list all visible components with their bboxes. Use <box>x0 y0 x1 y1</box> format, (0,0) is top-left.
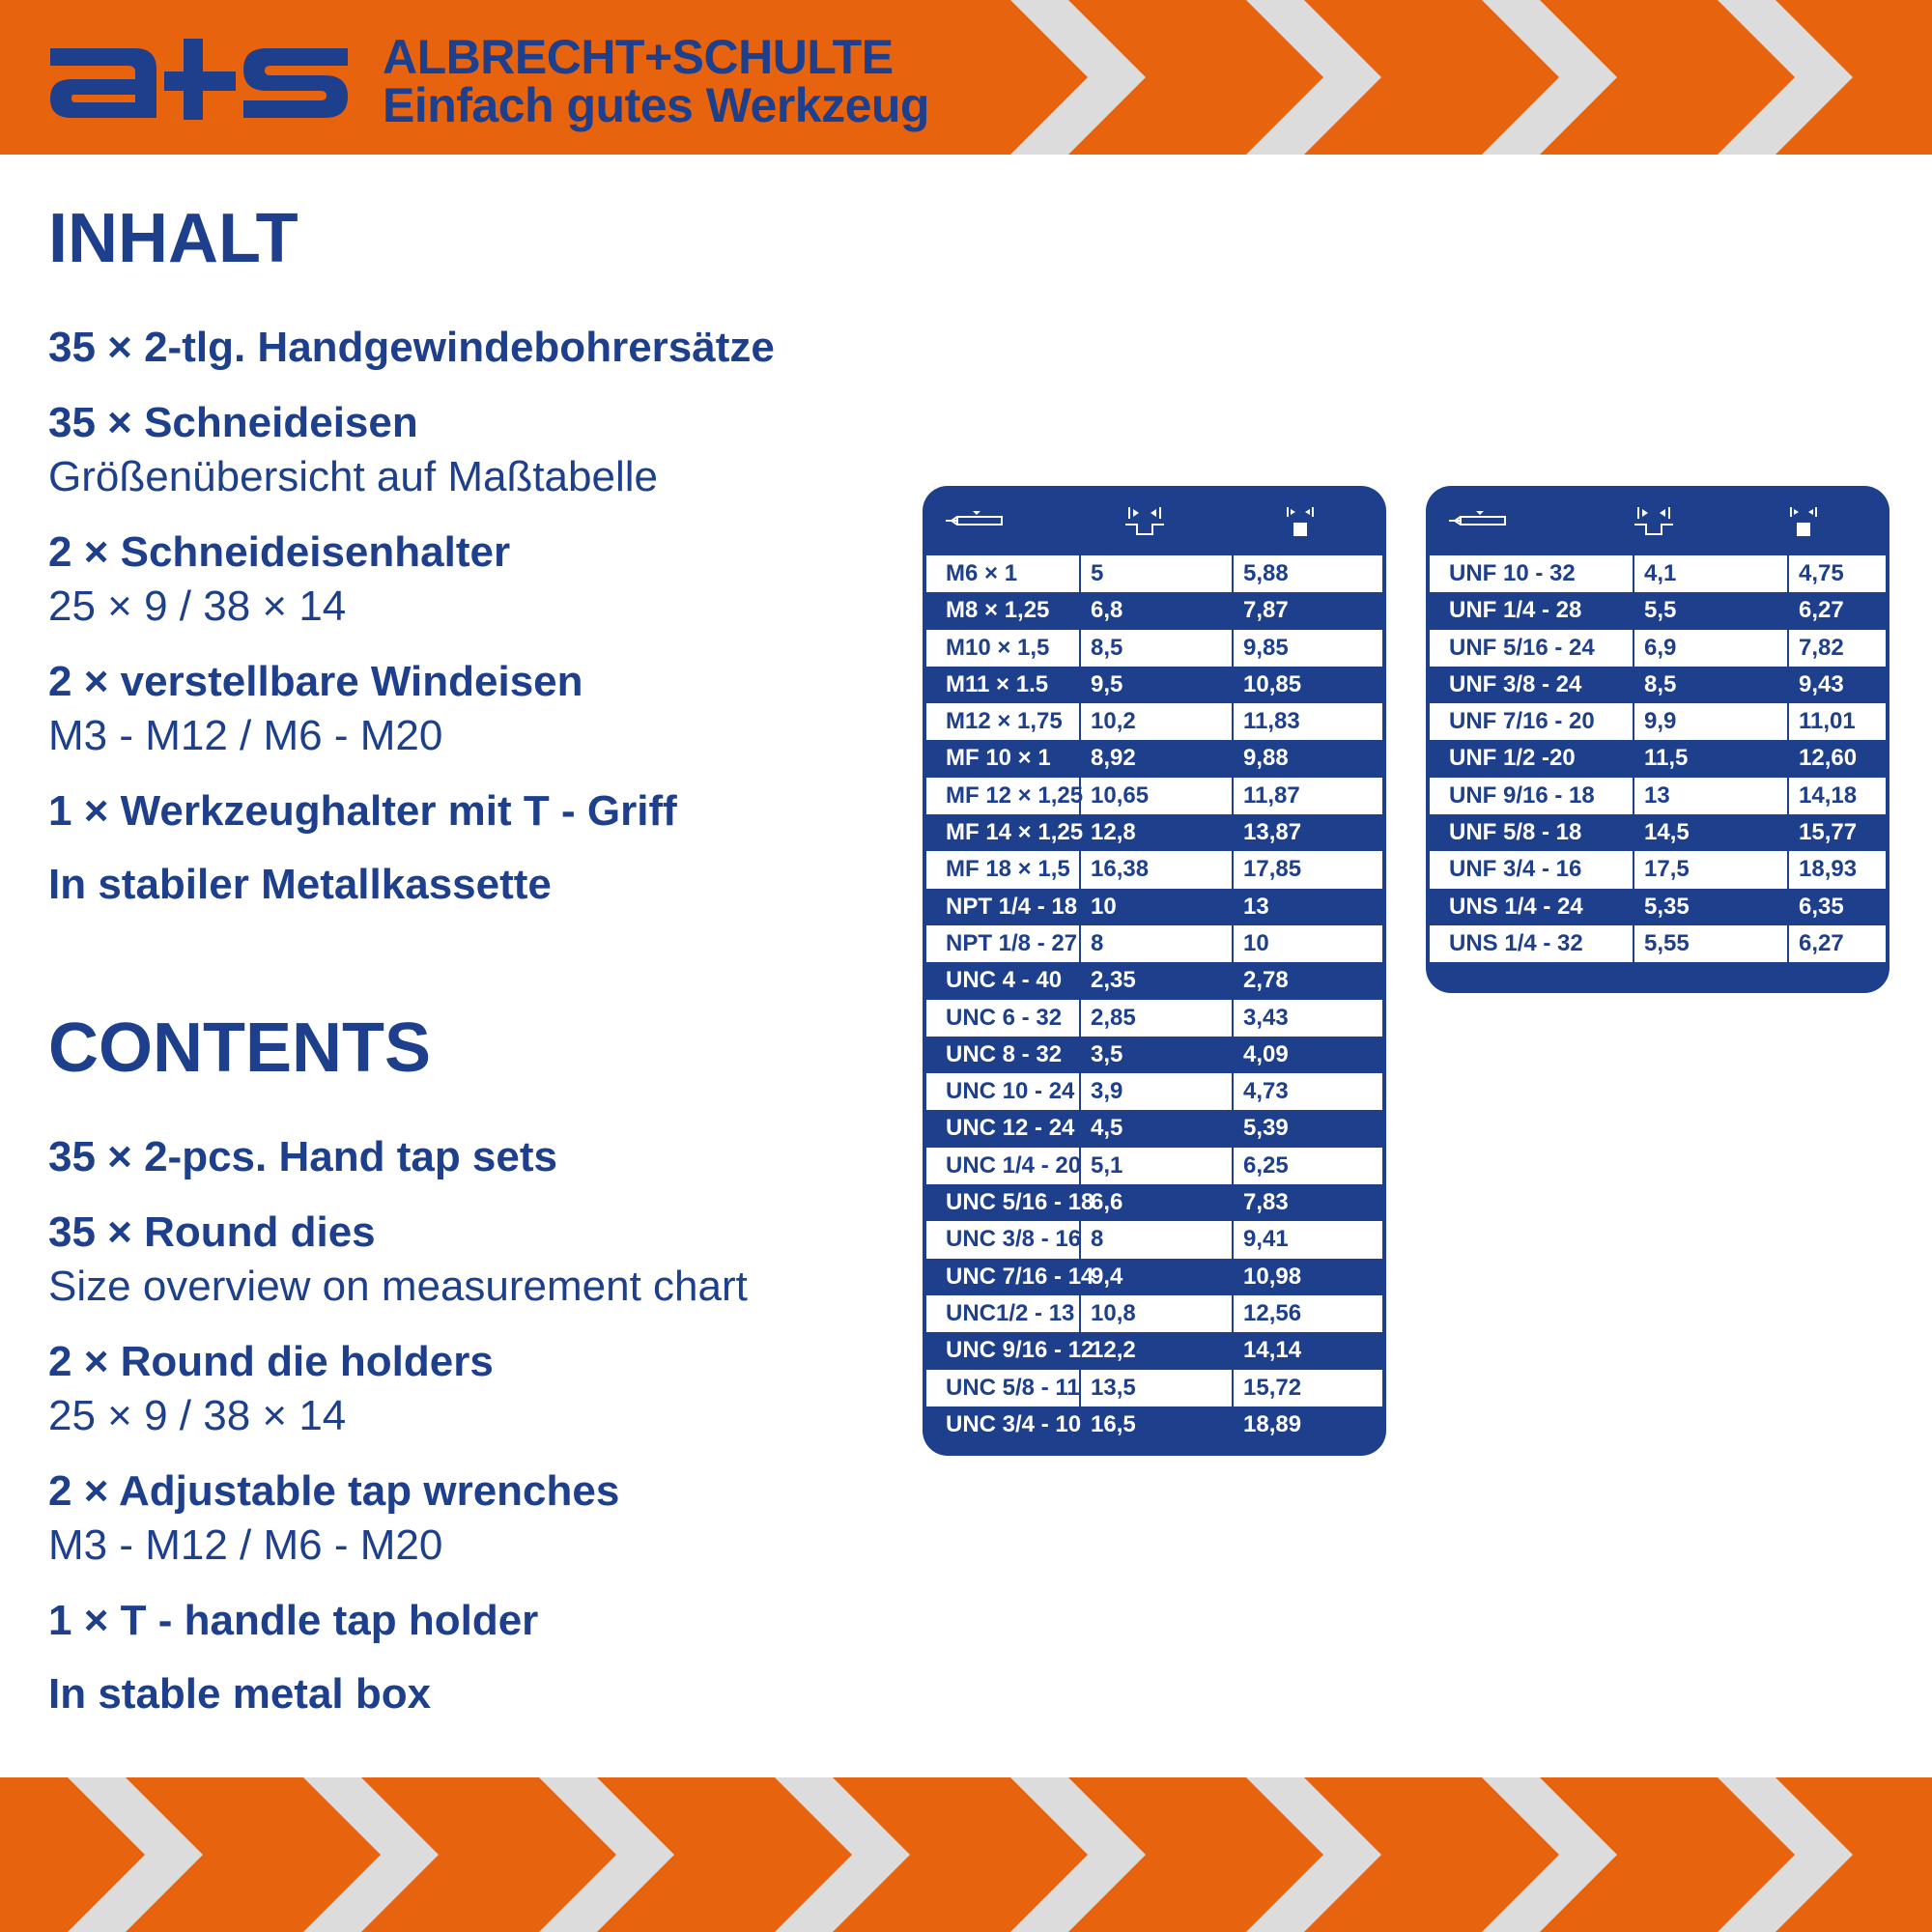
inhalt-item-2 <box>48 396 658 504</box>
inhalt-item-6 <box>48 858 552 912</box>
chevron-decoration-8 <box>775 1777 910 1932</box>
square-size-cell: 5,88 <box>1243 560 1289 586</box>
square-size-cell: 4,73 <box>1243 1078 1289 1105</box>
chevron-decoration-2 <box>1246 0 1381 155</box>
square-size-cell: 4,09 <box>1243 1040 1289 1067</box>
chevron-decoration-12 <box>1718 1777 1853 1932</box>
size-table-left <box>923 486 1386 1456</box>
contents-item-1-main: 35 × 2-pcs. Hand tap sets <box>48 1133 557 1180</box>
contents-item-2-sub: Size overview on measurement chart <box>48 1263 748 1310</box>
table-row <box>1430 667 1886 703</box>
thread-size-cell: UNF 5/8 - 18 <box>1449 819 1582 846</box>
thread-size-cell: UNC 5/16 - 18 <box>946 1189 1094 1216</box>
as-logo <box>43 33 354 126</box>
drill-diameter-cell: 12,8 <box>1091 819 1136 846</box>
chevron-decoration-1 <box>1010 0 1146 155</box>
inhalt-item-5 <box>48 784 677 838</box>
square-size-cell: 10,98 <box>1243 1263 1302 1290</box>
square-size-cell: 5,39 <box>1243 1115 1289 1142</box>
contents-item-6 <box>48 1667 431 1721</box>
thread-size-cell: UNS 1/4 - 32 <box>1430 925 1634 962</box>
drill-diameter-cell: 3,5 <box>1091 1040 1123 1067</box>
drill-diameter-cell: 6,9 <box>1634 630 1789 667</box>
thread-size-cell: UNC 12 - 24 <box>946 1115 1075 1142</box>
thread-size-cell: NPT 1/8 - 27 <box>926 925 1081 962</box>
table-row <box>1430 592 1886 629</box>
thread-size-cell: M10 × 1,5 <box>926 630 1081 667</box>
inhalt-item-3-sub: 25 × 9 / 38 × 14 <box>48 582 347 630</box>
square-size-cell: 13 <box>1243 893 1269 920</box>
drill-diameter-cell: 11,5 <box>1644 745 1689 772</box>
contents-item-4 <box>48 1464 619 1573</box>
contents-item-2 <box>48 1206 748 1314</box>
thread-size-cell: UNC 7/16 - 14 <box>946 1263 1094 1290</box>
thread-size-cell: UNF 3/4 - 16 <box>1430 851 1634 888</box>
thread-size-cell: UNC 5/8 - 11 <box>926 1370 1081 1406</box>
square-size-cell: 14,18 <box>1799 781 1858 809</box>
square-drive-icon <box>1787 503 1820 538</box>
chevron-decoration-7 <box>539 1777 674 1932</box>
table-row <box>926 1000 1382 1037</box>
drill-diameter-cell: 2,85 <box>1081 1000 1234 1037</box>
square-size-cell: 9,41 <box>1243 1226 1289 1253</box>
drill-diameter-cell: 10,2 <box>1081 703 1234 740</box>
table-row <box>1430 703 1886 740</box>
contents-item-6-main: In stable metal box <box>48 1670 432 1718</box>
drill-diameter-cell: 17,5 <box>1634 851 1789 888</box>
square-size-cell: 17,85 <box>1243 856 1302 883</box>
square-size-cell: 6,35 <box>1799 893 1844 920</box>
table-row <box>926 703 1382 740</box>
table-row <box>926 1148 1382 1184</box>
drill-diameter-cell: 5 <box>1081 555 1234 592</box>
table-right-header <box>1426 486 1889 555</box>
contents-item-4-sub: M3 - M12 / M6 - M20 <box>48 1521 443 1569</box>
chevron-decoration-9 <box>1010 1777 1146 1932</box>
table-row <box>1430 555 1886 592</box>
drill-diameter-cell: 12,2 <box>1091 1337 1136 1364</box>
contents-item-3-main: 2 × Round die holders <box>48 1338 494 1385</box>
table-row <box>1430 814 1886 851</box>
thread-size-cell: M12 × 1,75 <box>926 703 1081 740</box>
square-size-cell: 18,93 <box>1799 856 1858 883</box>
contents-item-3 <box>48 1335 494 1443</box>
drill-diameter-cell: 9,9 <box>1634 703 1789 740</box>
table-row <box>1430 889 1886 925</box>
drill-diameter-cell: 5,1 <box>1081 1148 1234 1184</box>
square-size-cell: 10 <box>1243 929 1269 956</box>
table-row <box>926 592 1382 629</box>
drill-diameter-cell: 5,35 <box>1644 893 1690 920</box>
table-row <box>926 630 1382 667</box>
thread-size-cell: UNS 1/4 - 24 <box>1449 893 1583 920</box>
contents-item-5 <box>48 1594 538 1648</box>
table-row <box>926 851 1382 888</box>
thread-size-cell: M6 × 1 <box>926 555 1081 592</box>
inhalt-item-4-main: 2 × verstellbare Windeisen <box>48 658 583 705</box>
table-row <box>926 814 1382 851</box>
tap-size-icon <box>944 507 1004 536</box>
contents-item-1 <box>48 1130 557 1184</box>
square-size-cell: 7,87 <box>1243 597 1289 624</box>
thread-size-cell: UNC 8 - 32 <box>946 1040 1063 1067</box>
drill-diameter-cell: 4,1 <box>1634 555 1789 592</box>
square-size-cell: 2,78 <box>1243 967 1289 994</box>
chevron-decoration-4 <box>1718 0 1853 155</box>
brand-slogan: Einfach gutes Werkzeug <box>383 78 929 132</box>
square-size-cell: 7,82 <box>1799 634 1844 661</box>
size-table-right <box>1426 486 1889 993</box>
square-size-cell: 3,43 <box>1243 1004 1289 1031</box>
drill-diameter-cell: 3,9 <box>1081 1073 1234 1110</box>
thread-size-cell: UNF 1/4 - 28 <box>1449 597 1582 624</box>
drill-diameter-cell: 14,5 <box>1644 819 1690 846</box>
drill-diameter-icon <box>1123 503 1166 538</box>
thread-size-cell: M11 × 1.5 <box>946 670 1049 697</box>
contents-item-4-main: 2 × Adjustable tap wrenches <box>48 1467 620 1515</box>
square-size-cell: 11,87 <box>1243 781 1300 809</box>
drill-diameter-cell: 4,5 <box>1091 1115 1123 1142</box>
square-size-cell: 6,27 <box>1799 929 1844 956</box>
drill-diameter-cell: 16,5 <box>1091 1410 1136 1437</box>
thread-size-cell: UNF 9/16 - 18 <box>1430 778 1634 814</box>
contents-item-5-main: 1 × T - handle tap holder <box>48 1597 539 1644</box>
drill-diameter-cell: 8,92 <box>1091 745 1136 772</box>
drill-diameter-cell: 10,8 <box>1081 1295 1234 1332</box>
thread-size-cell: UNF 5/16 - 24 <box>1430 630 1634 667</box>
drill-diameter-icon <box>1633 503 1675 538</box>
thread-size-cell: NPT 1/4 - 18 <box>946 893 1078 920</box>
drill-diameter-cell: 5,55 <box>1634 925 1789 962</box>
square-size-cell: 11,83 <box>1243 708 1300 735</box>
inhalt-item-1-main: 35 × 2-tlg. Handgewindebohrersätze <box>48 324 775 371</box>
thread-size-cell: UNF 1/2 -20 <box>1449 745 1576 772</box>
thread-size-cell: UNC 9/16 - 12 <box>946 1337 1094 1364</box>
square-size-cell: 9,88 <box>1243 745 1289 772</box>
drill-diameter-cell: 13 <box>1634 778 1789 814</box>
table-row <box>926 1073 1382 1110</box>
table-right-rows <box>1430 555 1886 962</box>
table-row <box>926 1184 1382 1221</box>
drill-diameter-cell: 16,38 <box>1081 851 1234 888</box>
square-size-cell: 10,85 <box>1243 670 1302 697</box>
inhalt-item-4-sub: M3 - M12 / M6 - M20 <box>48 712 443 759</box>
thread-size-cell: UNC 4 - 40 <box>946 967 1063 994</box>
inhalt-item-5-main: 1 × Werkzeughalter mit T - Griff <box>48 787 677 835</box>
square-size-cell: 12,60 <box>1799 745 1858 772</box>
drill-diameter-cell: 6,8 <box>1091 597 1123 624</box>
thread-size-cell: UNF 10 - 32 <box>1430 555 1634 592</box>
square-size-cell: 15,72 <box>1243 1374 1302 1401</box>
chevron-decoration-6 <box>303 1777 439 1932</box>
table-row <box>926 1110 1382 1147</box>
table-row <box>926 889 1382 925</box>
inhalt-item-3-main: 2 × Schneideisenhalter <box>48 528 511 576</box>
drill-diameter-cell: 5,5 <box>1644 597 1677 624</box>
drill-diameter-cell: 9,4 <box>1091 1263 1123 1290</box>
table-row <box>1430 740 1886 777</box>
contents-item-2-main: 35 × Round dies <box>48 1208 376 1256</box>
drill-diameter-cell: 8,5 <box>1644 670 1677 697</box>
square-size-cell: 11,01 <box>1799 708 1856 735</box>
chevron-decoration-5 <box>68 1777 203 1932</box>
inhalt-item-2-main: 35 × Schneideisen <box>48 399 418 446</box>
table-row <box>926 778 1382 814</box>
square-size-cell: 9,85 <box>1243 634 1289 661</box>
contents-item-3-sub: 25 × 9 / 38 × 14 <box>48 1392 347 1439</box>
square-size-cell: 14,14 <box>1243 1337 1302 1364</box>
thread-size-cell: UNF 3/8 - 24 <box>1449 670 1582 697</box>
square-size-cell: 12,56 <box>1243 1299 1302 1326</box>
footer-band <box>0 1777 1932 1932</box>
thread-size-cell: MF 18 × 1,5 <box>926 851 1081 888</box>
table-row <box>1430 925 1886 962</box>
inhalt-item-1 <box>48 321 775 375</box>
drill-diameter-cell: 10 <box>1091 893 1117 920</box>
drill-diameter-cell: 10,65 <box>1081 778 1234 814</box>
square-size-cell: 13,87 <box>1243 819 1302 846</box>
table-row <box>926 1406 1382 1443</box>
square-size-cell: 15,77 <box>1799 819 1858 846</box>
table-row <box>1430 851 1886 888</box>
thread-size-cell: MF 12 × 1,25 <box>926 778 1081 814</box>
table-left-rows <box>926 555 1382 1443</box>
thread-size-cell: UNF 7/16 - 20 <box>1430 703 1634 740</box>
drill-diameter-cell: 8,5 <box>1081 630 1234 667</box>
table-left-header <box>923 486 1386 555</box>
thread-size-cell: UNC 6 - 32 <box>926 1000 1081 1037</box>
chevron-decoration-10 <box>1246 1777 1381 1932</box>
square-size-cell: 6,27 <box>1799 597 1844 624</box>
drill-diameter-cell: 9,5 <box>1091 670 1123 697</box>
thread-size-cell: UNC1/2 - 13 <box>926 1295 1081 1332</box>
table-row <box>926 925 1382 962</box>
thread-size-cell: UNC 1/4 - 20 <box>926 1148 1081 1184</box>
table-row <box>926 740 1382 777</box>
tap-size-icon <box>1447 507 1507 536</box>
contents-title: CONTENTS <box>48 1009 431 1087</box>
table-row <box>926 1221 1382 1258</box>
thread-size-cell: UNC 10 - 24 <box>926 1073 1081 1110</box>
table-row <box>926 1259 1382 1295</box>
thread-size-cell: UNC 3/4 - 10 <box>946 1410 1082 1437</box>
square-drive-icon <box>1284 503 1317 538</box>
table-row <box>1430 630 1886 667</box>
square-size-cell: 6,25 <box>1243 1151 1289 1179</box>
thread-size-cell: MF 10 × 1 <box>946 745 1051 772</box>
thread-size-cell: MF 14 × 1,25 <box>946 819 1084 846</box>
header-band <box>0 0 1932 155</box>
table-row <box>926 1037 1382 1073</box>
table-row <box>926 667 1382 703</box>
drill-diameter-cell: 13,5 <box>1081 1370 1234 1406</box>
inhalt-item-2-sub: Größenübersicht auf Maßtabelle <box>48 453 658 500</box>
chevron-decoration-3 <box>1482 0 1617 155</box>
table-row <box>926 962 1382 999</box>
drill-diameter-cell: 8 <box>1081 1221 1234 1258</box>
square-size-cell: 9,43 <box>1799 670 1844 697</box>
table-row <box>1430 778 1886 814</box>
chevron-decoration-11 <box>1482 1777 1617 1932</box>
table-row <box>926 555 1382 592</box>
square-size-cell: 7,83 <box>1243 1189 1289 1216</box>
inhalt-item-3 <box>48 526 510 634</box>
table-row <box>926 1295 1382 1332</box>
square-size-cell: 18,89 <box>1243 1410 1302 1437</box>
inhalt-item-4 <box>48 655 583 763</box>
thread-size-cell: UNC 3/8 - 16 <box>926 1221 1081 1258</box>
square-size-cell: 4,75 <box>1799 560 1844 586</box>
drill-diameter-cell: 8 <box>1081 925 1234 962</box>
table-row <box>926 1332 1382 1369</box>
inhalt-title: INHALT <box>48 200 298 277</box>
drill-diameter-cell: 2,35 <box>1091 967 1136 994</box>
thread-size-cell: M8 × 1,25 <box>946 597 1050 624</box>
inhalt-item-6-main: In stabiler Metallkassette <box>48 861 552 908</box>
drill-diameter-cell: 6,6 <box>1091 1189 1123 1216</box>
brand-name: ALBRECHT+SCHULTE <box>383 30 894 84</box>
table-row <box>926 1370 1382 1406</box>
